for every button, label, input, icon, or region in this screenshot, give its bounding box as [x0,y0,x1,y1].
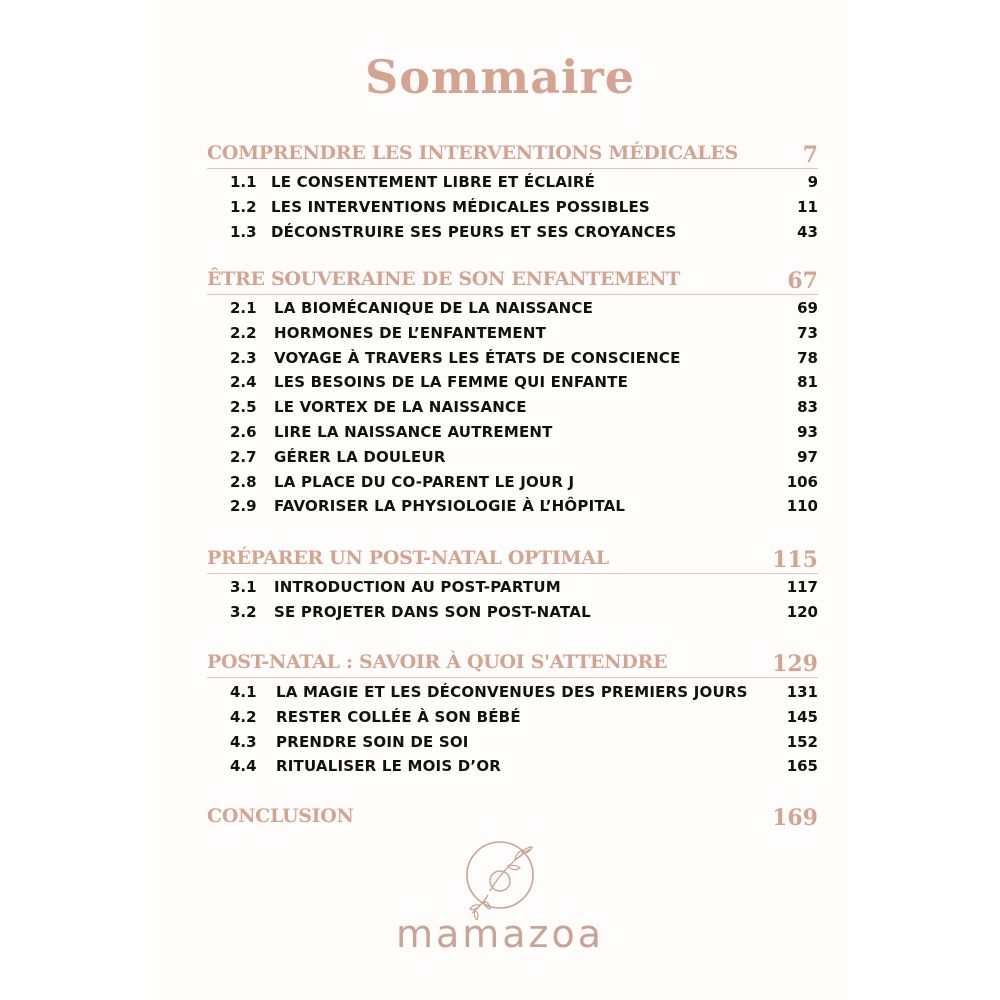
entry-number: 2.8 [230,472,257,491]
entry-page-number: 69 [797,299,818,317]
entry-label: LES INTERVENTIONS MÉDICALES POSSIBLES [271,197,650,216]
entry-page-number: 81 [797,373,818,392]
entry-page-number: 11 [797,197,818,216]
entry-number: 1.2 [230,197,257,216]
entry-number: 1.1 [230,173,257,191]
entry-label: LIRE LA NAISSANCE AUTREMENT [274,423,553,441]
entry-number: 4.1 [230,683,257,701]
entry-number: 1.3 [230,222,257,241]
entry-label: LA BIOMÉCANIQUE DE LA NAISSANCE [274,299,594,317]
section-divider [207,168,818,169]
entry-label: SE PROJETER DANS SON POST-NATAL [274,602,591,621]
entry-label: LES BESOINS DE LA FEMME QUI ENFANTE [274,373,629,392]
entry-page-number: 117 [786,578,818,596]
entry-page-number: 83 [797,398,818,417]
entry-label: INTRODUCTION AU POST-PARTUM [274,578,561,596]
entry-label: LE CONSENTEMENT LIBRE ET ÉCLAIRÉ [271,173,596,191]
entry-number: 2.4 [230,373,257,392]
section-divider [207,573,818,574]
page-title: Sommaire [364,50,636,104]
section-page-number: 7 [802,142,818,168]
entry-label: HORMONES DE L’ENFANTEMENT [274,323,547,342]
entry-number: 4.4 [230,757,257,776]
section-page-number: 129 [772,651,818,677]
entry-label: RITUALISER LE MOIS D’OR [276,757,502,776]
entry-page-number: 152 [786,732,818,751]
entry-number: 2.1 [230,299,257,317]
entry-page-number: 73 [797,323,818,342]
entry-page-number: 97 [797,447,818,466]
entry-number: 3.1 [230,578,257,596]
entry-label: RESTER COLLÉE À SON BÉBÉ [276,707,521,726]
entry-page-number: 9 [807,173,818,191]
entry-label: VOYAGE À TRAVERS LES ÉTATS DE CONSCIENCE [274,348,681,367]
entry-number: 4.3 [230,732,257,751]
entry-number: 2.5 [230,398,257,417]
entry-number: 2.2 [230,323,257,342]
section-title: COMPRENDRE LES INTERVENTIONS MÉDICALES [207,142,738,164]
entry-label: LE VORTEX DE LA NAISSANCE [274,398,527,417]
brand-wordmark: mamazoa [395,912,605,956]
section-divider [207,677,818,678]
entry-label: FAVORISER LA PHYSIOLOGIE À L’HÔPITAL [274,497,626,516]
entry-page-number: 43 [797,222,818,241]
entry-page-number: 78 [797,348,818,367]
entry-label: GÉRER LA DOULEUR [274,447,446,466]
section-page-number: 169 [772,805,818,831]
section-title: ÊTRE SOUVERAINE DE SON ENFANTEMENT [207,268,681,290]
entry-label: PRENDRE SOIN DE SOI [276,732,469,751]
section-title: CONCLUSION [207,805,354,827]
entry-label: DÉCONSTRUIRE SES PEURS ET SES CROYANCES [271,222,677,241]
section-page-number: 115 [772,547,818,573]
entry-number: 2.9 [230,497,257,516]
entry-number: 2.3 [230,348,257,367]
entry-page-number: 110 [786,497,818,516]
entry-page-number: 93 [797,423,818,441]
entry-page-number: 131 [786,683,818,701]
entry-page-number: 165 [786,757,818,776]
leaf-circle-logo-icon [460,835,540,920]
entry-number: 2.6 [230,423,257,441]
section-title: PRÉPARER UN POST-NATAL OPTIMAL [207,547,609,569]
entry-page-number: 106 [786,472,818,491]
entry-page-number: 145 [786,707,818,726]
entry-label: LA PLACE DU CO-PARENT LE JOUR J [274,472,575,491]
section-divider [207,294,818,295]
entry-page-number: 120 [786,602,818,621]
entry-number: 3.2 [230,602,257,621]
entry-label: LA MAGIE ET LES DÉCONVENUES DES PREMIERS JOURS [276,683,748,701]
section-page-number: 67 [787,268,818,294]
section-title: POST-NATAL : SAVOIR À QUOI S'ATTENDRE [207,651,668,673]
entry-number: 2.7 [230,447,257,466]
entry-number: 4.2 [230,707,257,726]
